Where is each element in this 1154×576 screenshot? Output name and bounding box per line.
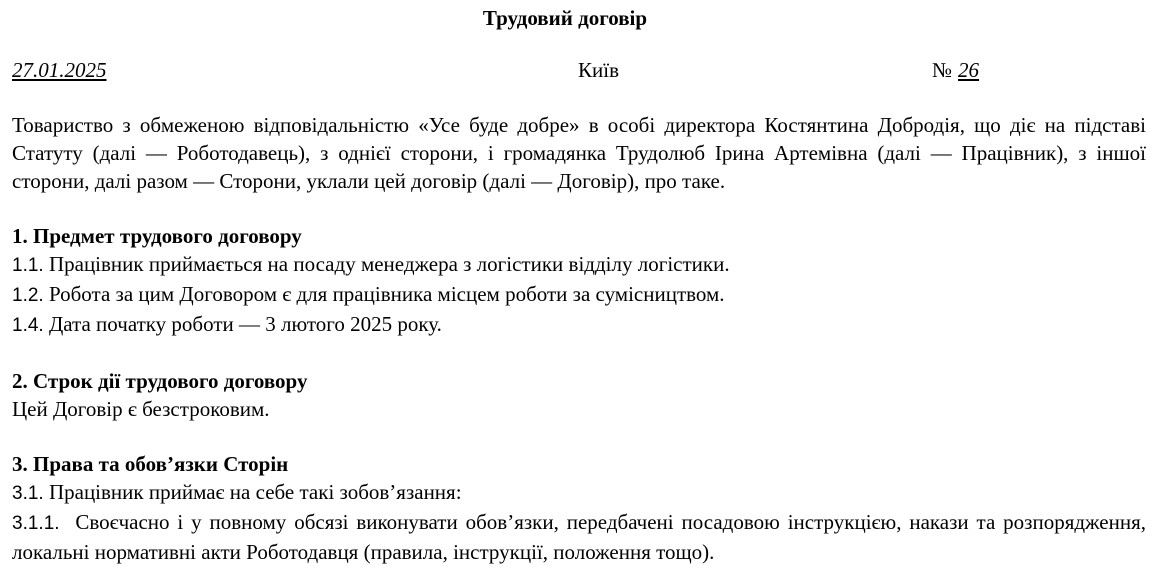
document-meta-row (12, 56, 1146, 84)
document-number (932, 56, 979, 84)
document-number-label: № (932, 58, 953, 82)
clause-number: 1.2. (12, 285, 44, 306)
document-number-value: 26 (958, 58, 980, 82)
intro-paragraph: Товариство з обмеженою відповідальністю «Усе буде добре» в особі директора Костянтина Добродія, що діє на підставі Статуту (далі –– Роботодавець), з однієї сторони, і громадянка Трудолюб Ірина Артемівна (далі –– Працівник), з іншої сторони, далі разом –– Сторони, уклали цей договір (далі –– Договір), про таке. (12, 113, 1146, 193)
clause-1-4 (12, 310, 1146, 340)
document-date: 27.01.2025 (12, 58, 107, 82)
section-2-heading: 2. Строк дії трудового договору (12, 369, 308, 393)
clause-3-1-1 (12, 508, 1146, 566)
section-1-heading: 1. Предмет трудового договору (12, 224, 302, 248)
clause-text: Працівник приймається на посаду менеджера з логістики відділу логістики. (48, 252, 730, 276)
section-3-heading: 3. Права та обов’язки Сторін (12, 452, 289, 476)
clause-number: 1.1. (12, 255, 44, 276)
clause-number: 3.1. (12, 483, 44, 504)
document-city: Київ (578, 58, 619, 82)
clause-1-2 (12, 280, 1146, 310)
clause-text: Своєчасно і у повному обсязі виконувати обов’язки, передбачені посадовою інструкцією, накази та розпорядження, локальні нормативні акти Роботодавця (правила, інструкції, положення тощо). (12, 510, 1146, 564)
clause-number: 3.1.1. (12, 513, 60, 534)
document-title: Трудовий договір (482, 6, 648, 30)
clause-text: Робота за цим Договором є для працівника місцем роботи за сумісництвом. (48, 282, 725, 306)
clause-number: 1.4. (12, 315, 44, 336)
clause-3-1 (12, 478, 1146, 508)
clause-2-text: Цей Договір є безстроковим. (12, 397, 270, 421)
clause-1-1 (12, 250, 1146, 280)
clause-text: Дата початку роботи — 3 лютого 2025 року. (48, 312, 442, 336)
document-body (12, 111, 1146, 566)
clause-text: Працівник приймає на себе такі зобов’язання: (48, 480, 462, 504)
